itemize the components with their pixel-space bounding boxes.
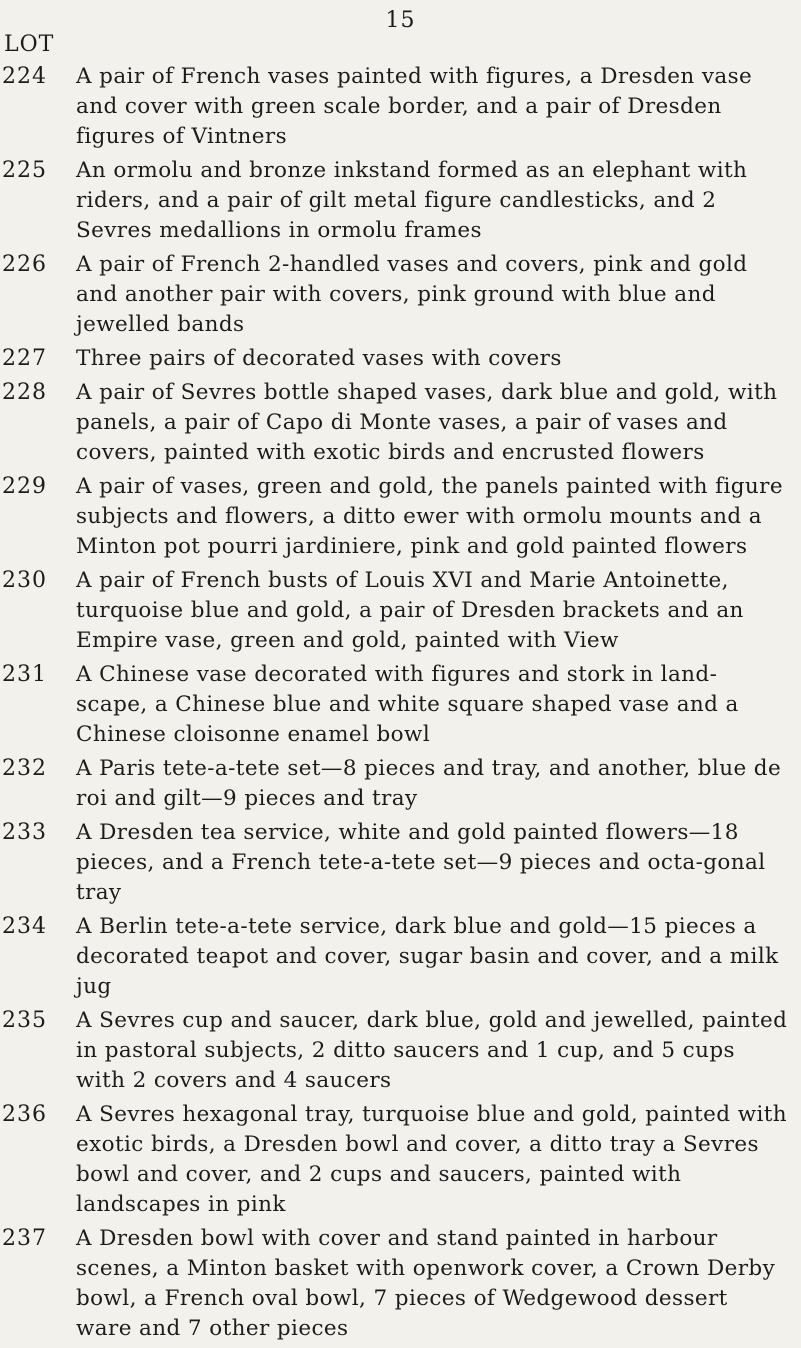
lot-entry [0,660,801,750]
lot-description: A pair of French busts of Louis XVI and Marie Antoinette, turquoise blue and gold, a pair of Dresden brackets and an Empire vase, green and gold, painted with View [76,568,744,653]
lot-description: An ormolu and bronze inkstand formed as an elephant with riders, and a pair of gilt metal figure candlesticks, and 2 Sevres medallions in ormolu frames [76,158,748,243]
lot-description: A pair of French 2-handled vases and covers, pink and gold and another pair with covers, pink ground with blue and jewelled bands [76,252,748,337]
lot-number: 226 [2,252,47,277]
page-number: 15 [385,8,416,33]
lot-entry [0,250,801,340]
lot-description: Three pairs of decorated vases with covers [76,346,562,371]
lot-entry [0,754,801,814]
lot-entry [0,912,801,1002]
lot-number: 230 [2,568,47,593]
lot-description: A Sevres hexagonal tray, turquoise blue and gold, painted with exotic birds, a Dresden bowl and cover, a ditto tray a Sevres bowl and cover, and 2 cups and saucers, painted with landscapes in pink [76,1102,788,1217]
lot-number: 234 [2,914,47,939]
lot-description: A Dresden bowl with cover and stand painted in harbour scenes, a Minton basket with openwork cover, a Crown Derby bowl, a French oval bowl, 7 pieces of Wedgewood dessert ware and 7 other pieces [76,1226,776,1341]
lot-column-heading: LOT [4,32,55,57]
lot-description: A pair of French vases painted with figures, a Dresden vase and cover with green scale border, and a pair of Dresden figures of Vintners [76,64,753,149]
lot-entry [0,378,801,468]
lot-number: 237 [2,1226,47,1251]
lot-entry [0,1100,801,1220]
lot-entry [0,62,801,152]
lot-number: 227 [2,346,47,371]
lot-number: 231 [2,662,47,687]
lot-number: 236 [2,1102,47,1127]
lot-entry [0,472,801,562]
lot-number: 228 [2,380,47,405]
lot-number: 232 [2,756,47,781]
lot-description: A Sevres cup and saucer, dark blue, gold and jewelled, painted in pastoral subjects, 2 ditto saucers and 1 cup, and 5 cups with 2 covers and 4 saucers [76,1008,788,1093]
lot-entry [0,344,801,374]
lot-list [0,62,801,1348]
lot-description: A Chinese vase decorated with figures and stork in land-scape, a Chinese blue and white square shaped vase and a Chinese cloisonne enamel bowl [76,662,739,747]
lot-entry [0,566,801,656]
lot-description: A Berlin tete-a-tete service, dark blue and gold—15 pieces a decorated teapot and cover, sugar basin and cover, and a milk jug [76,914,779,999]
lot-number: 225 [2,158,47,183]
lot-entry [0,1006,801,1096]
lot-entry [0,1224,801,1344]
lot-description: A Paris tete-a-tete set—8 pieces and tray, and another, blue de roi and gilt—9 pieces and tray [76,756,782,811]
lot-entry [0,818,801,908]
lot-description: A pair of vases, green and gold, the panels painted with figure subjects and flowers, a ditto ewer with ormolu mounts and a Minton pot pourri jardiniere, pink and gold painted flowers [76,474,783,559]
lot-description: A Dresden tea service, white and gold painted flowers—18 pieces, and a French tete-a-tete set—9 pieces and octa-gonal tray [76,820,766,905]
lot-number: 233 [2,820,47,845]
lot-number: 229 [2,474,47,499]
lot-entry [0,156,801,246]
lot-description: A pair of Sevres bottle shaped vases, dark blue and gold, with panels, a pair of Capo di Monte vases, a pair of vases and covers, painted with exotic birds and encrusted flowers [76,380,778,465]
lot-number: 235 [2,1008,47,1033]
lot-number: 224 [2,64,47,89]
